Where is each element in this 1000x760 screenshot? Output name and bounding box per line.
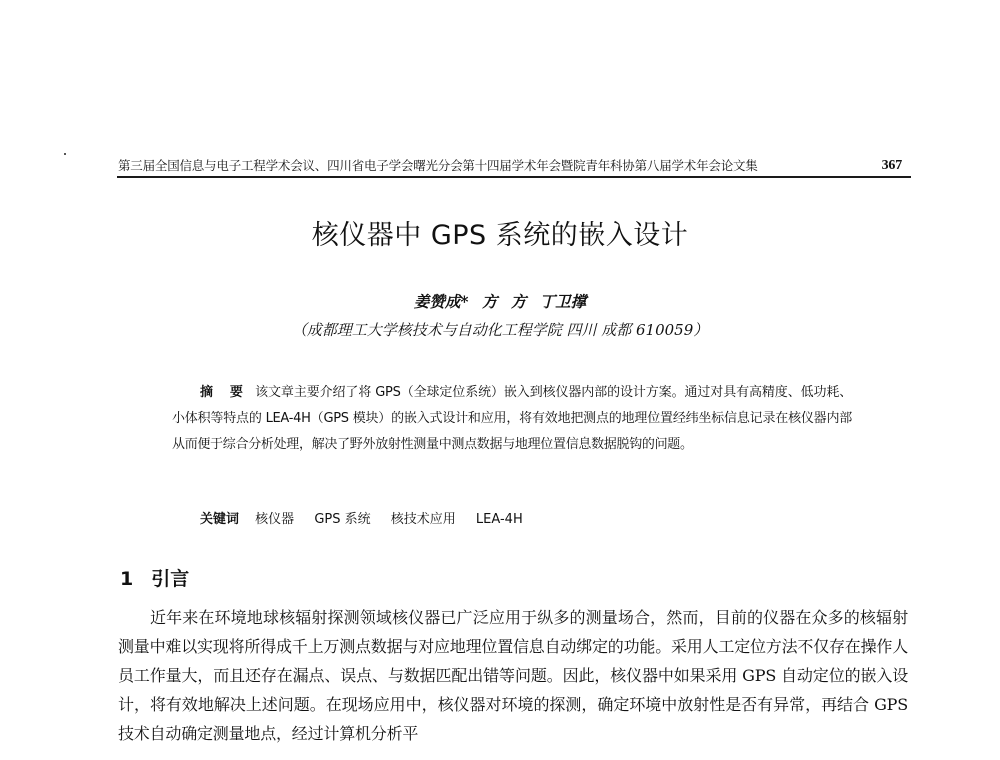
author-list: 姜赞成* 方 方 丁卫撑 bbox=[413, 292, 587, 311]
keyword: GPS 系统 bbox=[314, 512, 371, 527]
keyword: LEA-4H bbox=[475, 512, 523, 527]
paper-title: 核仪器中 GPS 系统的嵌入设计 bbox=[311, 220, 689, 251]
running-head bbox=[118, 158, 910, 174]
header-rule bbox=[117, 176, 911, 178]
abstract bbox=[172, 380, 852, 458]
keyword: 核仪器 bbox=[255, 512, 295, 527]
scan-speck bbox=[64, 153, 66, 155]
keyword: 核技术应用 bbox=[390, 512, 456, 527]
abstract-label: 摘 要 bbox=[200, 385, 250, 400]
section-number: 1 bbox=[120, 568, 134, 590]
running-head-text: 第三届全国信息与电子工程学术会议、四川省电子学会曙光分会第十四届学术年会暨院青年科协第八届学术年会论文集 bbox=[118, 158, 758, 173]
abstract-text: 该文章主要介绍了将 GPS（全球定位系统）嵌入到核仪器内部的设计方案。通过对具有高精度、低功耗、小体积等特点的 LEA-4H（GPS 模块）的嵌入式设计和应用，将有效地把测点的地理位置经纬坐标信息记录在核仪器内部从而便于综合分析处理，解决了野外放射性测量中测点数据与地理位置信息数据脱钩的问题。 bbox=[172, 385, 852, 452]
section-title: 引言 bbox=[151, 568, 190, 590]
keywords bbox=[200, 509, 850, 531]
page-number: 367 bbox=[881, 158, 902, 173]
body-paragraph: 近年来在环境地球核辐射探测领域核仪器已广泛应用于纵多的测量场合，然而，目前的仪器在众多的核辐射测量中难以实现将所得成千上万测点数据与对应地理位置信息自动绑定的功能。采用人工定位方法不仅存在操作人员工作量大，而且还存在漏点、误点、与数据匹配出错等问题。因此，核仪器中如果采用 GPS 自动定位的嵌入设计，将有效地解决上述问题。在现场应用中，核仪器对环境的探测，确定环境中放射性是否有异常，再结合 GPS 技术自动确定测量地点，经过计算机分析平 bbox=[118, 608, 909, 743]
keywords-label: 关键词 bbox=[200, 512, 240, 527]
author-affiliation: （成都理工大学核技术与自动化工程学院 四川 成都 610059） bbox=[291, 321, 709, 339]
section-heading bbox=[120, 566, 189, 592]
